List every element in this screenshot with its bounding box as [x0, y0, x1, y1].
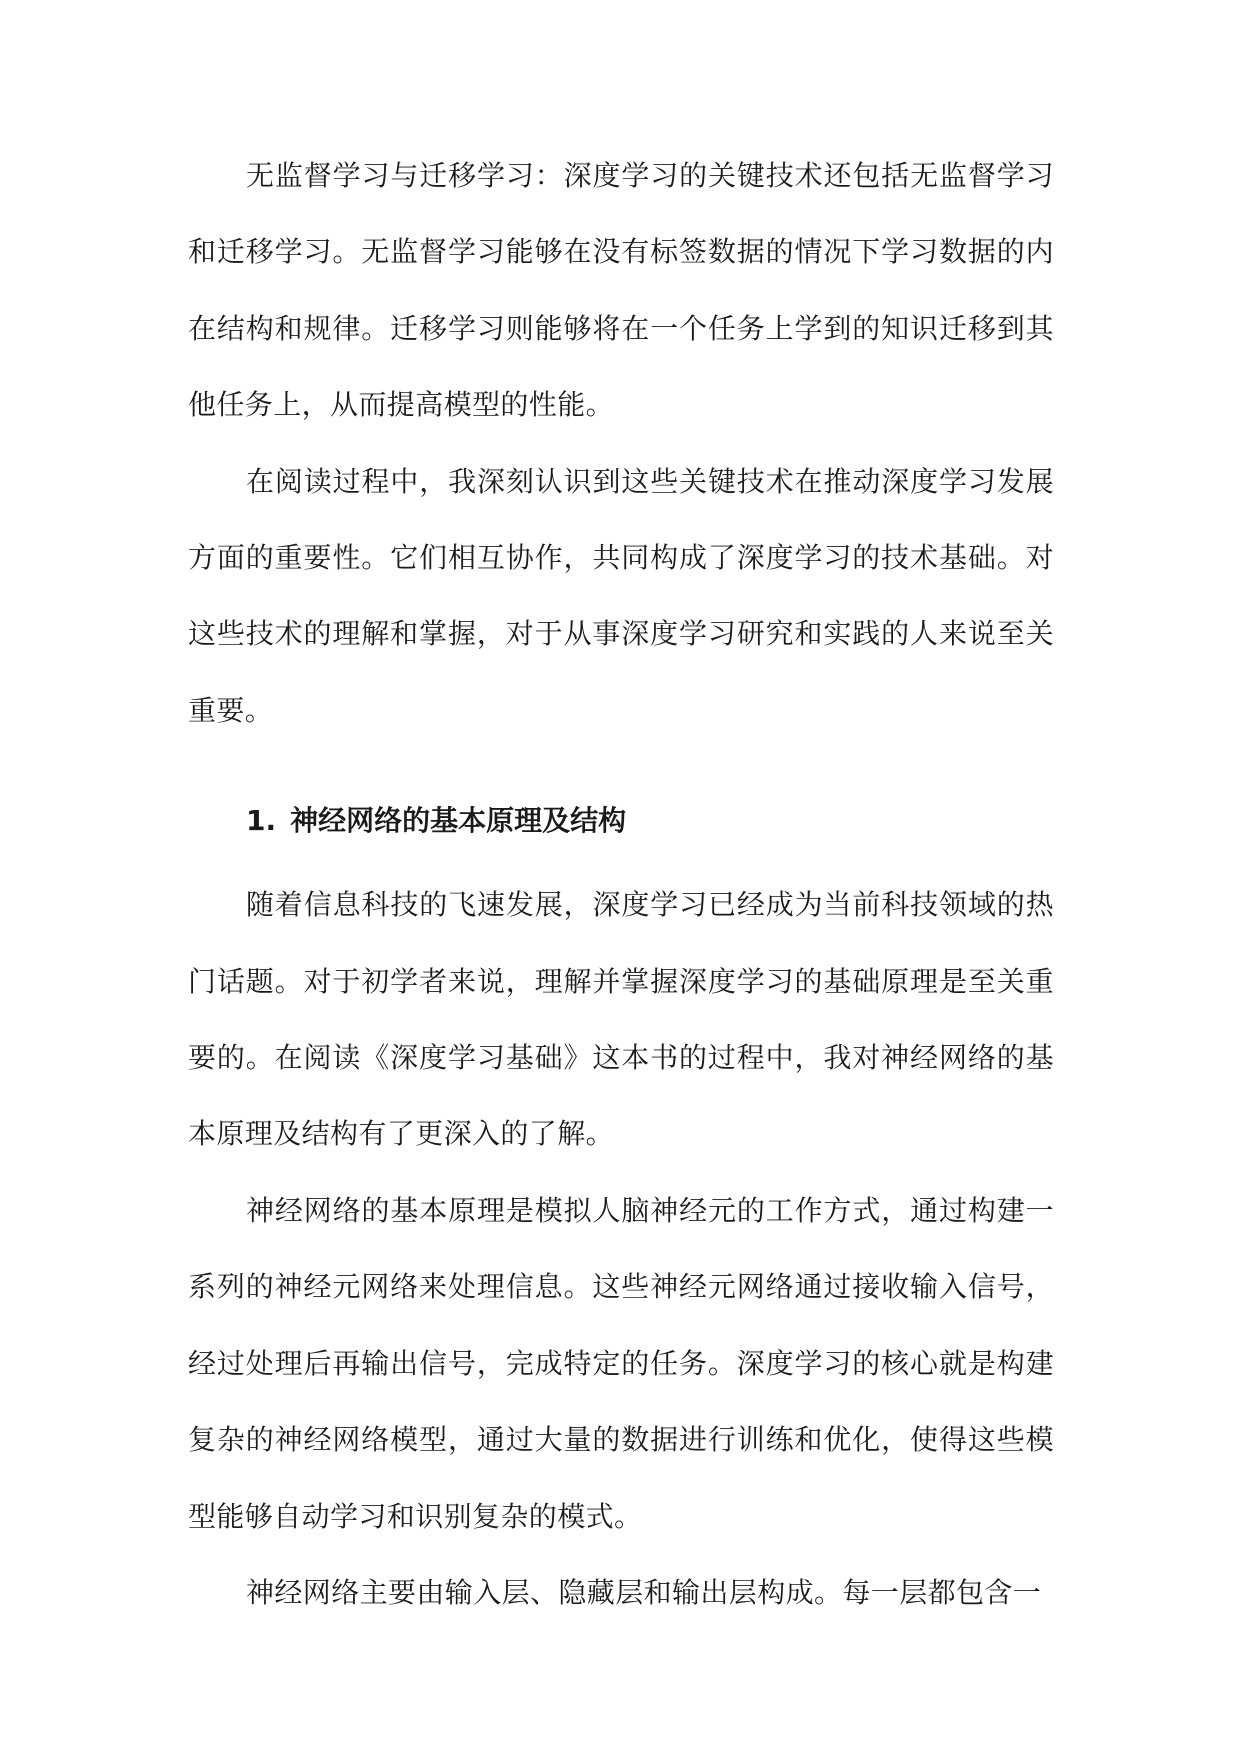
- section-heading: [188, 749, 1054, 867]
- paragraph-unsupervised-transfer: 无监督学习与迁移学习：深度学习的关键技术还包括无监督学习和迁移学习。无监督学习能够在没有标签数据的情况下学习数据的内在结构和规律。迁移学习则能够将在一个任务上学到的知识迁移到其他任务上，从而提高模型的性能。: [188, 159, 1054, 422]
- paragraph-neural-layers: 神经网络主要由输入层、隐藏层和输出层构成。每一层都包含一: [246, 1575, 1042, 1609]
- paragraph-intro: 随着信息科技的飞速发展，深度学习已经成为当前科技领域的热门话题。对于初学者来说，理解并掌握深度学习的基础原理是至关重要的。在阅读《深度学习基础》这本书的过程中，我对神经网络的基本原理及结构有了更深入的了解。: [188, 888, 1054, 1151]
- section-title: 神经网络的基本原理及结构: [290, 804, 627, 838]
- paragraph-key-tech-importance: 在阅读过程中，我深刻认识到这些关键技术在推动深度学习发展方面的重要性。它们相互协作，共同构成了深度学习的技术基础。对这些技术的理解和掌握，对于从事深度学习研究和实践的人来说至关重要。: [188, 464, 1054, 727]
- section-number: 1.: [246, 804, 277, 838]
- document-body: [188, 138, 1054, 1631]
- paragraph-neural-principle: 神经网络的基本原理是模拟人脑神经元的工作方式，通过构建一系列的神经元网络来处理信息。这些神经元网络通过接收输入信号，经过处理后再输出信号，完成特定的任务。深度学习的核心就是构建复杂的神经网络模型，通过大量的数据进行训练和优化，使得这些模型能够自动学习和识别复杂的模式。: [188, 1193, 1054, 1533]
